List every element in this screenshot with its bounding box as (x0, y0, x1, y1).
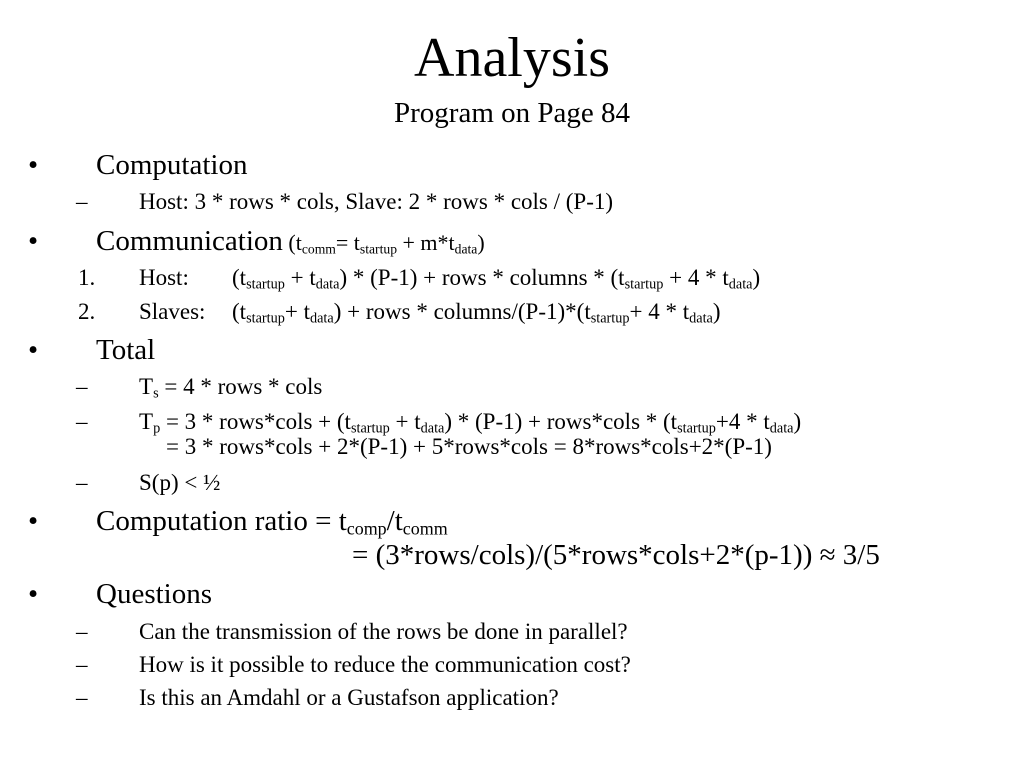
dash-marker: – (76, 409, 88, 434)
dash-marker: – (76, 470, 88, 495)
bullet-marker: • (28, 578, 39, 610)
communication-formula: $(t_{comm}= t_{startup} + m*t_{data})$ (288, 230, 485, 257)
question-text: Can the transmission of the rows be done in parallel? (139, 619, 628, 644)
ratio-formula: Computation ratio = $t_{comp}/t_{comm}$ (96, 505, 448, 539)
sub-text: Host: 3 * rows * cols, Slave: 2 * rows * cols / (P-1) (139, 189, 614, 214)
ratio-line2: = (3*rows/cols)/(5*rows*cols+2*(p-1)) ≈ 3/5 (352, 539, 880, 571)
tp-line2: = 3 * rows*cols + 2*(P-1) + 5*rows*cols = 8*rows*cols+2*(P-1) (166, 434, 772, 459)
slide-subtitle: Program on Page 84 (394, 97, 630, 129)
communication-label: Communication (96, 225, 283, 257)
slaves-formula: $(t_{startup}+ t_{data})$ + rows * columns/$(P-1)*(t_{startup}+ 4 * t_{data})$ (232, 299, 721, 327)
bullet-label: Computation (96, 149, 248, 181)
dash-marker: – (76, 619, 88, 644)
dash-marker: – (76, 374, 88, 399)
bullet-marker: • (28, 149, 39, 181)
dash-marker: – (76, 685, 88, 710)
bullet-label: Questions (96, 578, 212, 610)
dash-marker: – (76, 652, 88, 677)
item-label: Slaves: (139, 299, 206, 324)
bullet-label: Total (96, 334, 156, 366)
bullet-label (96, 224, 485, 260)
ts-formula: $T_s = 4$ * rows * cols (139, 374, 323, 402)
bullet-marker: • (28, 225, 39, 257)
item-number: 1. (78, 265, 96, 290)
slide-title: Analysis (414, 27, 610, 89)
bullet-marker: • (28, 334, 39, 366)
question-text: How is it possible to reduce the communication cost? (139, 652, 631, 677)
bullet-marker: • (28, 505, 39, 537)
item-label: Host: (139, 265, 189, 290)
item-number: 2. (78, 299, 96, 324)
host-formula: $(t_{startup} + t_{data}) * (P-1)$ + rows * columns * $(t_{startup} + 4 * t_{data})$ (232, 265, 761, 293)
question-text: Is this an Amdahl or a Gustafson application? (139, 685, 559, 710)
dash-marker: – (76, 189, 88, 214)
tp-formula: $T_p = 3$ * rows*cols + $(t_{startup} + t_{data}) * (P-1)$ + rows*cols * $(t_{startup}+4 * t_{data})$ (139, 409, 802, 437)
sub-text: S(p) < ½ (139, 470, 221, 495)
